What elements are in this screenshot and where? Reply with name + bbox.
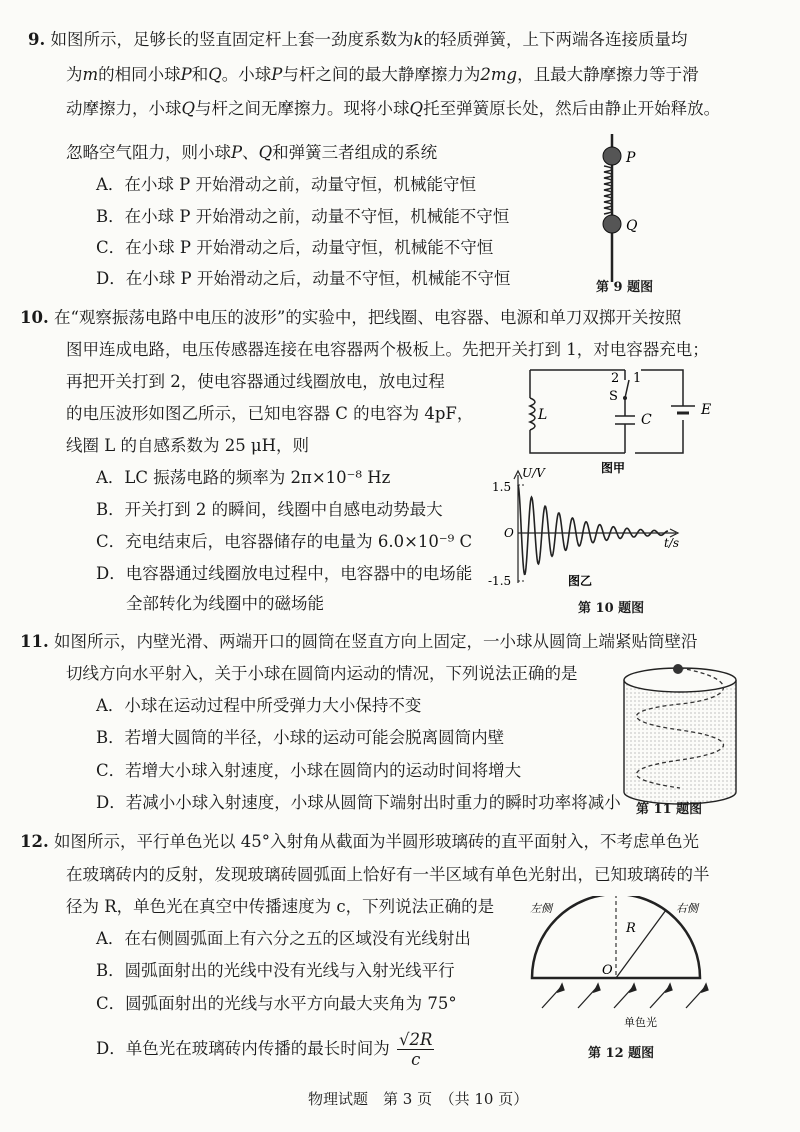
q11-option-d: D．若减小小球入射速度，小球从圆筒下端射出时重力的瞬时功率将减小 — [96, 793, 621, 812]
q10-option-d2: 全部转化为线圈中的磁场能 — [126, 594, 324, 613]
q12-fraction — [397, 1030, 434, 1069]
q10-line5: 线圈 L 的自感系数为 25 μH，则 — [66, 436, 310, 455]
q10-switch-blade — [625, 380, 629, 398]
q12-line1: 12. 如图所示，平行单色光以 45°入射角从截面为半圆形玻璃砖的直平面射入，不考虑单色光 — [20, 832, 699, 851]
q9-line4: 忽略空气阻力，则小球P、Q和弹簧三者组成的系统 — [66, 143, 438, 162]
q11-option-a: A．小球在运动过程中所受弹力大小保持不变 — [96, 696, 422, 715]
q11-line2: 切线方向水平射入，关于小球在圆筒内运动的情况，下列说法正确的是 — [66, 664, 578, 683]
q12-figure — [520, 896, 720, 1036]
q9-ball-q — [603, 215, 621, 233]
q12-label-right: 右侧 — [676, 902, 698, 915]
q10-circuit — [505, 358, 735, 478]
q9-number: 9. — [28, 30, 46, 49]
q10-label-2: 2 — [611, 371, 620, 386]
q12-number: 12. — [20, 832, 49, 851]
q10-option-a: A．LC 振荡电路的频率为 2π×10⁻⁸ Hz — [96, 468, 391, 487]
q11-ball — [673, 664, 683, 674]
q11-option-c: C．若增大小球入射速度，小球在圆筒内的运动时间将增大 — [96, 761, 522, 780]
q10-line4: 的电压波形如图乙所示，已知电容器 C 的电容为 4pF， — [66, 404, 474, 423]
q9-label-q: Q — [626, 218, 638, 234]
q11-option-b: B．若增大圆筒的半径，小球的运动可能会脱离圆筒内壁 — [96, 728, 505, 747]
q12-option-d: D．单色光在玻璃砖内传播的最长时间为 $\frac{√2R}{c}$ — [96, 1030, 433, 1069]
q9-ball-p — [603, 147, 621, 165]
q12-label-o: O — [602, 963, 613, 978]
q12-line3: 径为 R，单色光在真空中传播速度为 c，下列说法正确的是 — [66, 897, 495, 916]
q10-wave-origin: O — [504, 526, 514, 540]
q9-line2: 为m的相同小球P和Q。小球P与杆之间的最大静摩擦力为2mg，且最大静摩擦力等于滑 — [66, 65, 699, 84]
q10-label-c: C — [641, 412, 652, 428]
q9-option-b: B．在小球 P 开始滑动之前，动量不守恒，机械能不守恒 — [96, 207, 510, 226]
q9-label-p: P — [626, 150, 636, 166]
q10-option-b: B．开关打到 2 的瞬间，线圈中自感电动势最大 — [96, 500, 443, 519]
q11-line1: 11. 如图所示，内壁光滑、两端开口的圆筒在竖直方向上固定，一小球从圆筒上端紧贴筒壁沿 — [20, 632, 698, 651]
q12-line2: 在玻璃砖内的反射，发现玻璃砖圆弧面上恰好有一半区域有单色光射出，已知玻璃砖的半 — [66, 865, 710, 884]
q10-label-1: 1 — [633, 371, 642, 386]
q12-label-light: 单色光 — [624, 1016, 657, 1029]
q9-caption: 第 9 题图 — [596, 280, 654, 295]
q10-label-l: L — [538, 407, 548, 423]
q10-wave-bottom: -1.5 — [488, 574, 512, 588]
q10-coil — [530, 398, 535, 430]
q10-caption: 第 10 题图 — [578, 601, 645, 616]
q10-waveform — [488, 465, 688, 595]
q12-option-a: A．在右侧圆弧面上有六分之五的区域没有光线射出 — [96, 929, 471, 948]
q10-wave-top: 1.5 — [492, 480, 512, 494]
q10-wave-caption: 图乙 — [568, 574, 593, 588]
q12-label-r: R — [626, 921, 636, 936]
q10-wave-xlabel: t/s — [664, 536, 680, 550]
q11-caption: 第 11 题图 — [636, 802, 703, 817]
q10-line3: 再把开关打到 2，使电容器通过线圈放电，放电过程 — [66, 372, 445, 391]
q10-number: 10. — [20, 308, 49, 327]
q12-caption: 第 12 题图 — [588, 1046, 655, 1061]
q9-option-a: A．在小球 P 开始滑动之前，动量守恒，机械能守恒 — [96, 175, 477, 194]
q9-line3: 动摩擦力，小球Q与杆之间无摩擦力。现将小球Q托至弹簧原长处，然后由静止开始释放。 — [66, 99, 721, 118]
q10-wave-ylabel: U/V — [522, 466, 545, 480]
q10-circuit-caption: 图甲 — [601, 461, 626, 475]
q10-option-c: C．充电结束后，电容器储存的电量为 6.0×10⁻⁹ C — [96, 532, 473, 551]
q10-damped-wave — [518, 485, 668, 574]
q10-line2: 图甲连成电路，电压传感器连接在电容器两个极板上。先把开关打到 1，对电容器充电； — [66, 340, 709, 359]
q10-label-e: E — [701, 402, 712, 418]
q12-incident-rays — [542, 984, 708, 1008]
page-footer: 物理试题 第 3 页 （共 10 页） — [308, 1090, 529, 1108]
q9-option-c: C．在小球 P 开始滑动之后，动量守恒，机械能不守恒 — [96, 238, 494, 257]
q12-label-left: 左侧 — [530, 902, 552, 915]
q12-fraction-den: c — [411, 1050, 421, 1069]
q10-line1: 10. 在“观察振荡电路中电压的波形”的实验中，把线圈、电容器、电源和单刀双掷开关按照 — [20, 308, 682, 327]
q10-label-s: S — [609, 389, 618, 404]
q12-option-c: C．圆弧面射出的光线与水平方向最大夹角为 75° — [96, 994, 457, 1013]
q12-option-b: B．圆弧面射出的光线中没有光线与入射光线平行 — [96, 961, 455, 980]
q12-fraction-num: √2R — [398, 1030, 433, 1049]
q11-cylinder-body — [624, 680, 736, 804]
q9-line1: 9. 如图所示，足够长的竖直固定杆上套一劲度系数为k的轻质弹簧，上下两端各连接质量均 — [28, 30, 688, 49]
q9-option-d: D．在小球 P 开始滑动之后，动量不守恒，机械能不守恒 — [96, 269, 511, 288]
q10-option-d1: D．电容器通过线圈放电过程中，电容器中的电场能 — [96, 564, 473, 583]
q9-figure — [570, 132, 680, 292]
q11-number: 11. — [20, 632, 49, 651]
q12-radius — [616, 910, 666, 978]
q11-figure — [618, 660, 742, 810]
